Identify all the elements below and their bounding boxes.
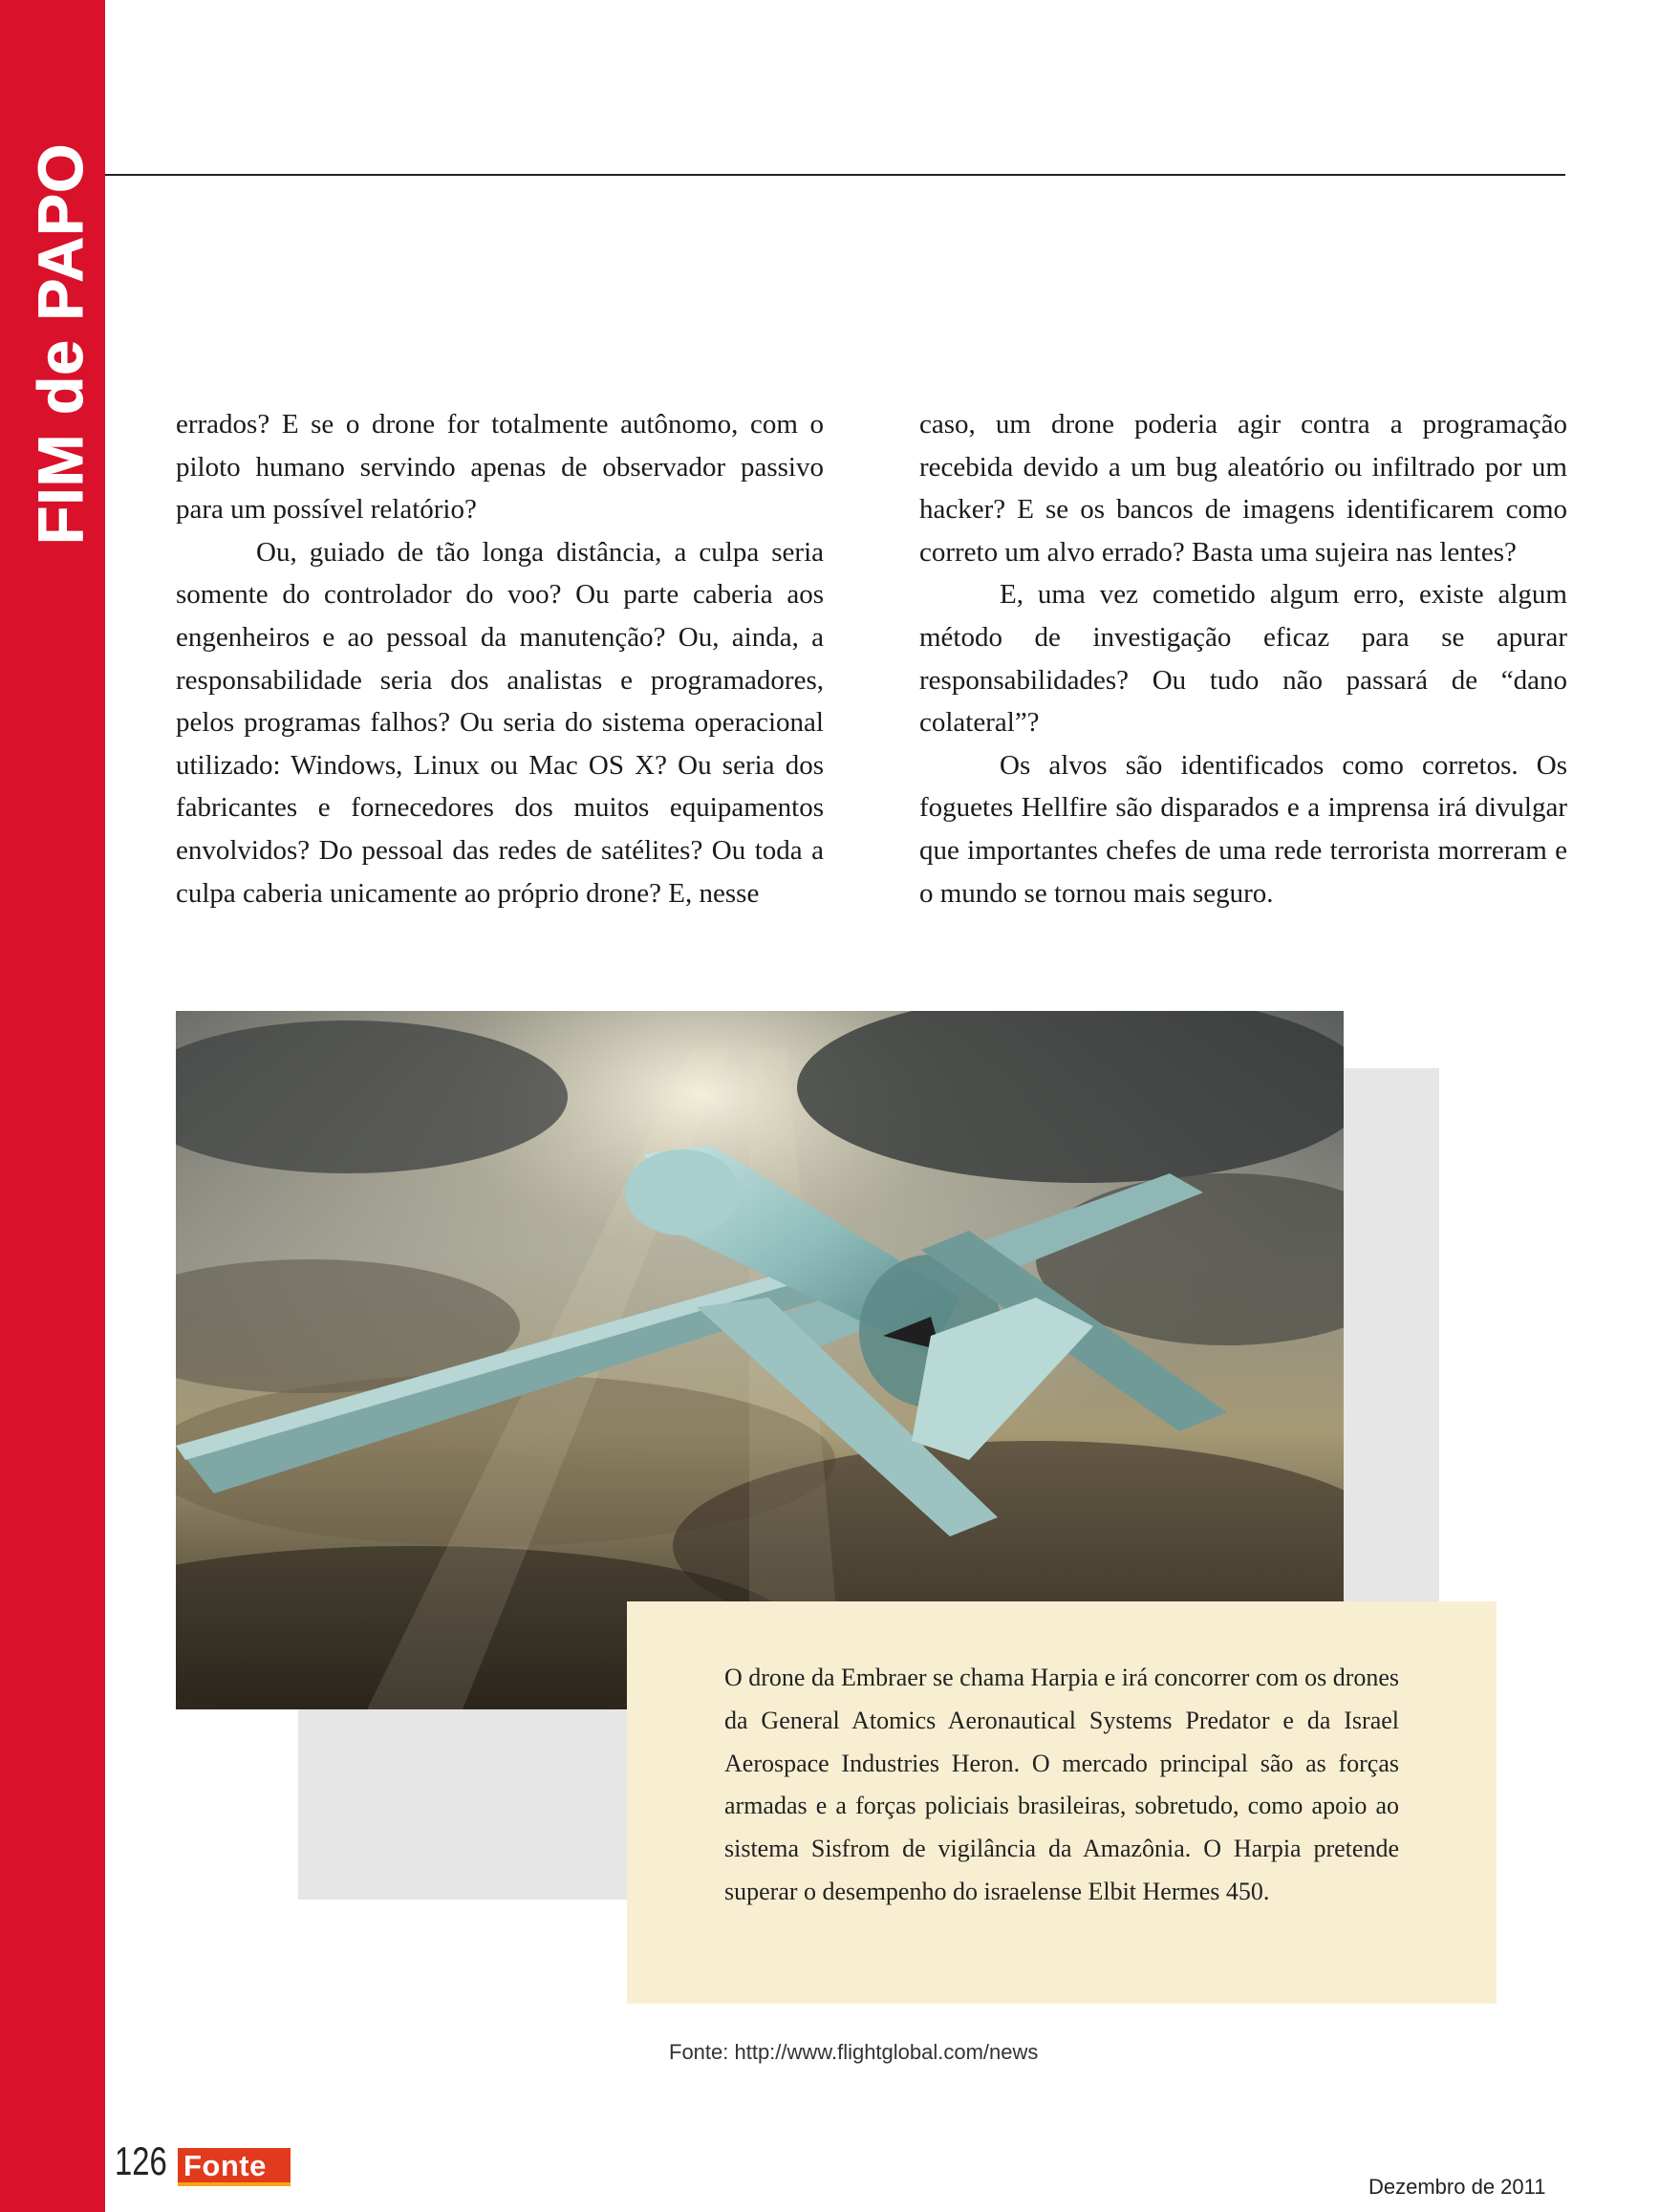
paragraph: Os alvos são identificados como corretos. Os foguetes Hellfire são disparados e a imprensa irá divulgar que importantes chefes de uma rede terrorista morreram e o mundo se tornou mais seguro.: [919, 749, 1567, 909]
paragraph: E, uma vez cometido algum erro, existe algum método de investigação eficaz para se apurar responsabilidades? Ou tudo não passará de “dano colateral”?: [919, 579, 1567, 739]
issue-date: Dezembro de 2011: [1368, 2175, 1546, 2199]
paragraph: caso, um drone poderia agir contra a programação recebida devido a um bug aleatório ou infiltrado por um hacker? E se os bancos de imagens identificarem como correto um alvo errado? Basta uma sujeira nas lentes?: [919, 409, 1567, 568]
page-number: 126: [115, 2138, 167, 2183]
photo-caption: O drone da Embraer se chama Harpia e irá concorrer com os drones da General Atomics Aeronautical Systems Predator e da Israel Aerospace Industries Heron. O mercado principal são as forças armadas e a forças policiais brasileiras, sobretudo, como apoio ao sistema Sisfrom de vigilância da Amazônia. O Harpia pretende superar o desempenho do israelense Elbit Hermes 450.: [724, 1664, 1400, 1905]
fonte-logo: [178, 2148, 291, 2186]
paragraph: errados? E se o drone for totalmente autônomo, com o piloto humano servindo apenas de observador passivo para um possível relatório?: [176, 409, 824, 526]
caption-box: [627, 1601, 1497, 2004]
article-column-left: [176, 403, 824, 914]
source-note: Fonte: http://www.flightglobal.com/news: [669, 2040, 1039, 2064]
paragraph: Ou, guiado de tão longa distância, a culpa seria somente do controlador do voo? Ou parte caberia aos engenheiros e ao pessoal da manutenção? Ou, ainda, a responsabilidade seria dos analistas e programadores, pelos programas falhos? Ou seria do sistema operacional utilizado: Windows, Linux ou Mac OS X? Ou seria dos fabricantes e fornecedores dos muitos equipamentos envolvidos? Do pessoal das redes de satélites? Ou toda a culpa caberia unicamente ao próprio drone? E, nesse: [176, 536, 824, 909]
article-column-right: [919, 403, 1567, 914]
logo-text: Fonte: [183, 2149, 267, 2182]
header-rule: [105, 174, 1565, 176]
section-title-text: FIM de PAPO: [25, 142, 96, 545]
